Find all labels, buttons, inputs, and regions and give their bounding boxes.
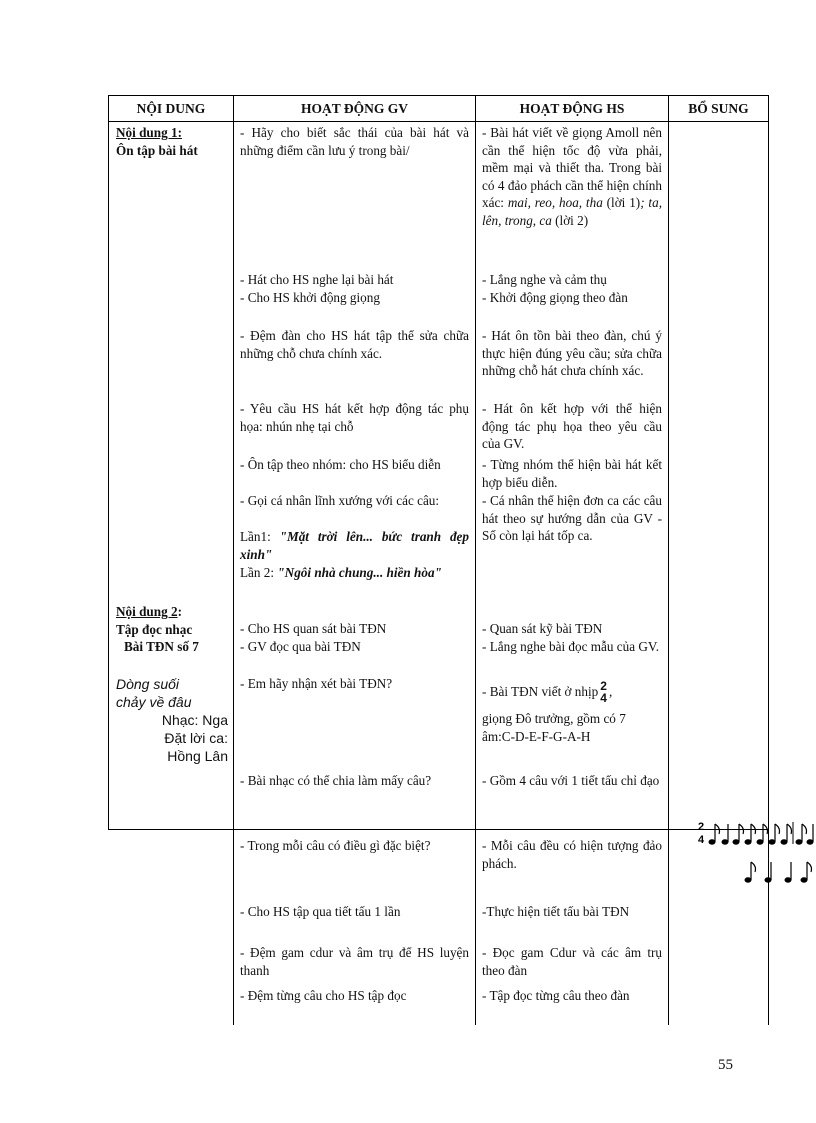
time-signature-top: 2 — [600, 679, 607, 693]
hs-item-3: - Khởi động giọng theo đàn — [482, 290, 628, 305]
hs-item-1-lyric1: (lời 1) — [602, 195, 641, 210]
rhythm-line-2 — [745, 862, 812, 882]
gv-item-13: - Bài nhạc có thể chia làm mấy câu? — [240, 773, 432, 788]
hs-item-7: - Cá nhân thể hiện đơn ca các câu hát theo sự hướng dẫn của GV - Số còn lại hát tốp ca. — [482, 493, 662, 543]
page-break-border — [108, 829, 698, 830]
rhythm-time-bottom: 4 — [698, 834, 705, 846]
gv-item-9-label: Lần 2: — [240, 565, 278, 580]
song-title-line1-a: Dòng suối — [116, 675, 180, 692]
time-signature-bottom: 4 — [600, 691, 607, 705]
gv-item-7: - Gọi cá nhân lĩnh xướng với các câu: — [240, 493, 440, 508]
gv-item-8-label: Lần1: — [240, 529, 280, 544]
time-signature — [600, 680, 607, 704]
gv-item-6: - Ôn tập theo nhóm: cho HS biểu diễn — [240, 457, 441, 472]
section1-block — [116, 124, 228, 159]
section1-title: Ôn tập bài hát — [116, 142, 198, 158]
rhythm-line-1 — [709, 822, 813, 844]
gv-item-16: - Đệm gam cdur và âm trụ để HS luyện thanh — [240, 945, 469, 978]
gv-item-4: - Đệm đàn cho HS hát tập thể sửa chữa những chỗ chưa chính xác. — [240, 328, 469, 361]
hs-item-2: - Lắng nghe và cảm thụ — [482, 272, 607, 287]
rhythm-time-top: 2 — [698, 821, 705, 833]
hs-item-12: - Mỗi câu đều có hiện tượng đảo phách. — [482, 838, 662, 871]
hs-item-13: -Thực hiện tiết tấu bài TĐN — [482, 904, 630, 919]
section2-block — [116, 603, 228, 765]
header-bo-sung: BỔ SUNG — [688, 101, 749, 116]
gv-item-5: - Yêu cầu HS hát kết hợp động tác phụ họa: nhún nhẹ tại chỗ — [240, 401, 469, 434]
song-lyricist: Hồng Lân — [167, 747, 228, 764]
gv-item-2: - Hát cho HS nghe lại bài hát — [240, 272, 394, 287]
gv-item-17: - Đệm từng câu cho HS tập đọc — [240, 988, 407, 1003]
hs-item-1-words2: ; ta, lên, trong, ca — [482, 195, 662, 228]
hs-item-10-detail: giọng Đô trưởng, gồm có 7 âm:C-D-E-F-G-A-H — [482, 711, 626, 744]
header-hoat-dong-gv: HOẠT ĐỘNG GV — [300, 101, 408, 116]
hs-item-15: - Tập đọc từng câu theo đàn — [482, 988, 630, 1003]
gv-item-15: - Cho HS tập qua tiết tấu 1 lần — [240, 904, 401, 919]
hs-item-14: - Đọc gam Cdur và các âm trụ theo đàn — [482, 945, 662, 978]
gv-item-3: - Cho HS khởi động giọng — [240, 290, 380, 305]
rhythm-notation — [692, 818, 816, 888]
hs-item-1 — [482, 124, 662, 229]
col-border-4 — [668, 95, 669, 1025]
header-noi-dung: NỘI DUNG — [136, 101, 206, 116]
hs-item-5: - Hát ôn kết hợp với thể hiện động tác phụ họa theo yêu cầu của GV. — [482, 401, 662, 451]
gv-item-9 — [240, 564, 469, 582]
section2-subtitle: Bài TĐN số 7 — [124, 639, 199, 654]
header-hoat-dong-hs: HOẠT ĐỘNG HS — [519, 101, 625, 116]
song-credits — [116, 711, 228, 765]
gv-item-10: - Cho HS quan sát bài TĐN — [240, 621, 387, 636]
section2-heading: Nội dung 2 — [116, 604, 178, 619]
gv-item-1: - Hãy cho biết sắc thái của bài hát và những điểm cần lưu ý trong bài/ — [240, 125, 469, 158]
hs-item-11: - Gồm 4 câu với 1 tiết tấu chỉ đạo — [482, 773, 660, 788]
gv-item-9-quote: "Ngôi nhà chung... hiền hòa" — [277, 565, 442, 580]
page-number: 55 — [718, 1057, 733, 1073]
hs-item-10 — [482, 675, 662, 745]
hs-item-1-text: - Bài hát viết về giọng Amoll nên cần thể hiện tốc độ vừa phải, mềm mại và thiết tha. Trong bài có 4 đảo phách cần thể hiện chính xác: — [482, 125, 662, 210]
gv-item-8 — [240, 528, 469, 563]
section2-title: Tập đọc nhạc — [116, 621, 193, 637]
hs-item-1-lyric2: (lời 2) — [551, 212, 589, 228]
hs-item-9: - Lắng nghe bài đọc mẫu của GV. — [482, 639, 659, 654]
hs-item-4: - Hát ôn tồn bài theo đàn, chú ý thực hiện đúng yêu cầu; sửa chữa những chỗ hát chưa chính xác. — [482, 328, 662, 378]
song-title — [116, 675, 228, 711]
song-title-line2: chảy về đâu — [116, 693, 192, 710]
hs-item-10-comma: , — [608, 684, 613, 700]
gv-item-14: - Trong mỗi câu có điều gì đặc biệt? — [240, 838, 431, 853]
hs-item-6: - Từng nhóm thể hiện bài hát kết hợp biểu diễn. — [482, 457, 662, 490]
hs-item-10-text: - Bài TĐN viết ở nhịp — [482, 684, 599, 700]
col-border-1 — [108, 95, 109, 830]
hs-item-1-words1: mai, reo, hoa, tha — [507, 195, 603, 210]
col-border-2 — [233, 95, 234, 1025]
gv-item-11: - GV đọc qua bài TĐN — [240, 639, 361, 654]
section2-heading-colon: : — [177, 604, 182, 619]
gv-item-8-quote: "Mặt trời lên... bức tranh đẹp xinh" — [240, 529, 470, 562]
section1-heading: Nội dung 1: — [116, 125, 182, 140]
col-border-3 — [475, 95, 476, 1025]
gv-item-12: - Em hãy nhận xét bài TĐN? — [240, 676, 393, 691]
hs-item-8: - Quan sát kỹ bài TĐN — [482, 621, 603, 636]
song-music: Nhạc: Nga — [161, 711, 228, 728]
song-lyric-label: Đặt lời ca: — [164, 729, 228, 746]
